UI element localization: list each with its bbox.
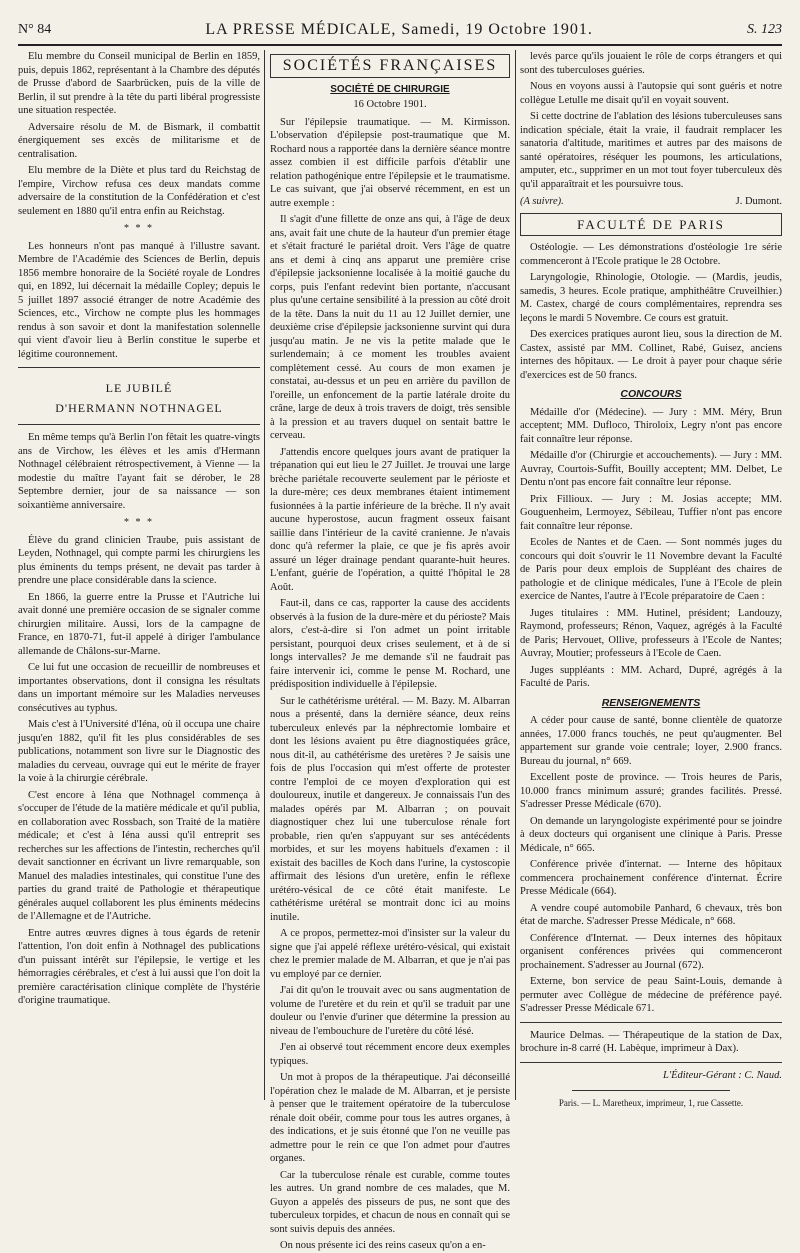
classified-ad: Conférence d'Internat. — Deux internes des hôpitaux organisent conférences privées qui commenceront prochainement. S'adresser au Journal (672). [520, 932, 782, 971]
paragraph: Elu membre de la Diète et plus tard du Reichstag de l'empire, Virchow refusa ces deux mandats comme adversaire de la constitution de la Confédération et c'est seulement en 1880 qu'il entra enfin au Reichstag. [18, 165, 260, 217]
column-1 [18, 50, 260, 1100]
paragraph: Elu membre du Conseil municipal de Berlin en 1859, puis, depuis 1862, représentant à la Chambre des députés de Prusse d'abord de Saarbrücken, puis de la ville de Berlin, il sut prendre à la tête du parti libéral progressiste une situation respectée. [18, 51, 260, 116]
paragraph: Prix Fillioux. — Jury : M. Josias accepte; MM. Gouguenheim, Lermoyez, Sébileau, Tuffier n'ont pas encore fait connaître leur réponse. [520, 493, 782, 532]
paragraph: J'en ai observé tout récemment encore deux exemples typiques. [270, 1042, 510, 1067]
paragraph: Élève du grand clinicien Traube, puis assistant de Leyden, Nothnagel, qui compte parmi les chirurgiens les plus éminents du temps présent, ne devait pas tarder à prendre une place considérable dans la science. [18, 534, 260, 586]
section-separator: * * * [124, 223, 154, 234]
article-title [18, 378, 260, 418]
paragraph: Juges titulaires : MM. Hutinel, président; Landouzy, Raymond, professeurs; Rénon, Vaquez, agrégés à la Faculté de Paris; Hervouet, Ollive, professeurs à l'Ecole de Nantes; Auvray, Moutier; professeurs à l'Ecole de Caen. [520, 607, 782, 659]
paragraph: C'est encore à Iéna que Nothnagel commença à s'occuper de l'étude de la matière médicale et qu'il publia, en collaboration avec Rossbach, son Traité de la matière médicale; et c'est à Iéna aussi qu'il entreprit ses recherches sur les affections de l'intestin, recherches qu'il devait sanctionner en écrivant un livre remarquable, son Manuel des maladies intestinales, qui constitue l'une des parties du grand traité de Pathologie et thérapeutique générales auquel collaborent les plus éminents médecins de l'Allemagne et de l'Autriche. [18, 789, 260, 922]
divider [520, 1062, 782, 1063]
paragraph: A ce propos, permettez-moi d'insister sur la valeur du signe que j'ai appelé réflexe urétéro-vésical, qui existait chez le premier malade de M. Albarran, et que je n'ai pas vu employé par ce dernier. [270, 928, 510, 980]
masthead-title: LA PRESSE MÉDICALE, Samedi, 19 Octobre 1901. [205, 21, 593, 38]
section-separator: * * * [124, 517, 154, 528]
paragraph: En même temps qu'à Berlin l'on fêtait les quatre-vingts ans de Virchow, les élèves et les amis d'Hermann Nothnagel célébraient rétrospectivement, à Vienne — la modestie du maître l'ayant fait se dérober, le 28 Septembre dernier, jour de sa naissance — son soixantième anniversaire. [18, 432, 260, 511]
paragraph: Laryngologie, Rhinologie, Otologie. — (Mardis, jeudis, samedis, 3 heures. Ecole pratique, amphithéâtre Cruveilhier.) M. Castex, chargé de cours complémentaires, reprendra ses leçons le mardi 5 Novembre. Ce cours est gratuit. [520, 272, 782, 324]
divider [572, 1090, 729, 1091]
paragraph: Il s'agit d'une fillette de onze ans qui, à l'âge de deux ans, avait fait une chute de la hauteur d'un premier étage et s'était fracturé le pariétal droit. Vers l'âge de quatre ans et demi à cinq ans apparut une première crise d'épilepsie jacksonienne localisée à la moitié gauche du corps, puis l'enfant redevint bien portante, n'accusant plus qu'une certaine sensibilité à la pression au côté droit de la tête. Dans la nuit du 11 au 12 Juillet dernier, une deuxième crise d'épilepsie jacksonienne survint qui dura jusqu'au matin. Je ne vis la petite malade que le surlendemain; à ce moment les troubles avaient complètement cessé. Au cours de mon examen je constatai, au-dessus et un peu en arrière du pavillon de l'oreille, un enfoncement de la partie latérale droite du crâne, large de deux à trois travers de doigt, très sensible à la pression et au travers duquel on sentait battre le cerveau. [270, 214, 510, 441]
divider [18, 424, 260, 425]
page-folio: S. 123 [746, 22, 782, 37]
section-heading: FACULTÉ DE PARIS [520, 213, 782, 237]
article-subtitle: D'HERMANN NOTHNAGEL [55, 401, 223, 415]
paragraph: J'ai dit qu'on le trouvait avec ou sans augmentation de volume de l'uretère et du rein et qu'il se traduit par une douleur ou l'envie d'uriner que détermine la pression au niveau de l'embouchure de l'uretère du côté lésé. [270, 985, 510, 1037]
paragraph: Ce lui fut une occasion de recueillir de nombreuses et importantes observations, dont il consigna les résultats dans un important mémoire sur les Maladies nerveuses consécutives au typhus. [18, 662, 260, 714]
paragraph: Ostéologie. — Les démonstrations d'ostéologie 1re série commenceront à l'Ecole pratique le 28 Octobre. [520, 242, 782, 267]
paragraph: J'attendis encore quelques jours avant de pratiquer la trépanation qui eut lieu le 27 Juillet. Je trouvai une large brèche pariétale recouverte seulement par le périoste et la dure-mère; ces deux membranes étaient intimement fusionnées à la partie inférieure de la brèche. Il n'y avait aucune hyperostose, aucun fragment osseux faisant saillie dans l'intérieur de la cavité cranienne. Je n'avais donc qu'à refermer la plaie, ce que je fis après avoir assuré un léger drainage pendant quarante-huit heures. L'enfant, guérie de l'opération, a quitté l'hôpital le 28 Août. [270, 446, 510, 593]
paragraph: Faut-il, dans ce cas, rapporter la cause des accidents observés à la fusion de la dure-mère et du périoste? Mais alors, c'est-à-dire si l'on admet un point irritable persistant, pourquoi deux crises seulement, et à de si longs intervalles? Je me demande s'il ne faudrait pas faire intervenir ici, comme le pense M. Rochard, une prédisposition individuelle à l'épilepsie. [270, 598, 510, 690]
author-signature: J. Dumont. [735, 196, 782, 207]
column-divider [264, 50, 265, 1100]
paragraph: levés parce qu'ils jouaient le rôle de corps étrangers et qui sont des tuberculoses guéries. [520, 51, 782, 76]
section-heading: CONCOURS [620, 388, 682, 400]
page-header [18, 18, 782, 42]
to-be-continued: (A suivre). [520, 196, 564, 207]
society-name: SOCIÉTÉ DE CHIRURGIE [330, 83, 450, 95]
paragraph: Mais c'est à l'Université d'Iéna, où il occupa une chaire jusqu'en 1882, qu'il fit les plus considérables de ses publications, notamment son livre sur le Diagnostic des maladies du cerveau, ouvrage qui eut le mérite de frayer la voie à la chirurgie cérébrale. [18, 719, 260, 784]
paragraph: Des exercices pratiques auront lieu, sous la direction de M. Castex, assisté par MM. Collinet, Rabé, Guisez, anciens internes des hôpitaux. — Le droit à payer pour chaque série d'exercices est de 50 francs. [520, 329, 782, 381]
article-signoff [520, 195, 782, 209]
paragraph: Un mot à propos de la thérapeutique. J'ai déconseillé l'opération chez le malade de M. Albarran, et je persiste à penser que le traitement opératoire de la tuberculose rénale doit obéir, comme pour tous les autres organes, à des indications, et je suis étonné que l'on ne veuille pas admettre pour le rein ce que l'on admet pour d'autres organes. [270, 1072, 510, 1164]
paragraph: Sur le cathétérisme urétéral. — M. Bazy. M. Albarran nous a présenté, dans la dernière séance, deux reins tuberculeux enlevés par la néphrectomie lombaire et dont les lésions avaient pu être diagnostiquées grâce, nous dit-il, au cathétérisme des uretères ? Je saisis une fois de plus l'occasion qui m'est offerte de protester contre l'emploi de ce moyen d'exploration qui est douloureux, inutile et dangereux. Je connaissais l'un des malades opérés par M. Albarran ; on pouvait diagnostiquer chez lui une tuberculose rénale fort probable, rien qu'en s'appuyant sur ses antécédents morbides, et sur les moyens habituels d'examen : il existait des bacilles de Koch dans l'urine, la cystoscopie affirmait des lésions d'un uretère, enfin le réflexe urétéro-vésical de ce côté était manifeste. Le cathétérisme urétéral se montrait donc ici au moins inutile. [270, 695, 510, 923]
column-divider [515, 50, 516, 1100]
section-heading: RENSEIGNEMENTS [601, 696, 701, 709]
paragraph: Si cette doctrine de l'ablation des lésions tuberculeuses sans indication spéciale, était la vraie, il faudrait remplacer les sanatoria d'altitude, maritimes et autres par des maisons de santé opératoires, réséquer les poumons, les articulations, amputer, etc., supprimer en un mot tout foyer tuberculeux dès qu'il apparaîtrait et les poursuivre tous. [520, 111, 782, 190]
session-date: 16 Octobre 1901. [353, 99, 427, 110]
paragraph: Juges suppléants : MM. Achard, Dupré, agrégés à la Faculté de Paris. [520, 664, 782, 689]
header-rule [18, 44, 782, 46]
printer-imprint: Paris. — L. Maretheux, imprimeur, 1, rue Cassette. [558, 1098, 744, 1108]
publisher-line: L'Éditeur-Gérant : C. Naud. [663, 1069, 782, 1081]
classified-ad: Conférence privée d'internat. — Interne des hôpitaux commencera prochainement conférence d'internat. Écrire Presse Médicale (664). [520, 859, 782, 897]
classified-ad: Externe, bon service de peau Saint-Louis, demande à permuter avec Collègue de médecine de préférence payé. S'adresser Presse Médicale 671. [520, 976, 782, 1014]
classified-ad: On demande un laryngologiste expérimenté pour se joindre à deux docteurs qui organisent une clinique à Paris. Presse Médicale, n° 665. [520, 815, 782, 854]
classified-ad: A céder pour cause de santé, bonne clientèle de quatorze années, 17.000 francs touchés, ne peut qu'augmenter. Bel appartement sur grande voie centrale; loyer, 2.900 francs. Bureau du journal, n° 669. [520, 715, 782, 767]
paragraph: Nous en voyons aussi à l'autopsie qui sont guéris et notre collègue Letulle me disait qu'il en voyait souvent. [520, 81, 782, 106]
classified-ad: Excellent poste de province. — Trois heures de Paris, 10.000 francs minimum assuré; grandes facilités. Pressé. S'adresser Presse Médicale (670). [520, 772, 782, 810]
paragraph: On nous présente ici des reins caseux qu'on a en- [280, 1240, 486, 1251]
paragraph: Les honneurs n'ont pas manqué à l'illustre savant. Membre de l'Académie des Sciences de Berlin, depuis 1856 membre honoraire de la Société royale de Londres qui, en 1892, lui décernait la médaille Copley; depuis le 5 juillet 1897 associé étranger de notre Académie des Sciences, etc., Virchow ne compte plus les hommages rendus à son savoir et dont la manifestation solennelle qui vient d'avoir lieu à Berlin constitue le superbe et légitime couronnement. [18, 240, 260, 360]
article-title-line: LE JUBILÉ [105, 381, 173, 395]
paragraph: Adversaire résolu de M. de Bismark, il combattit énergiquement ses excès de militarisme et de centralisation. [18, 121, 260, 160]
paragraph: Ecoles de Nantes et de Caen. — Sont nommés juges du concours qui doit s'ouvrir le 11 Novembre devant la Faculté de Paris pour deux emplois de Suppléant des chaires de pathologie et de clinique médicales, l'une à l'Ecole de plein exercice de Nantes, l'autre à l'Ecole préparatoire de Caen : [520, 537, 782, 602]
paragraph: Sur l'épilepsie traumatique. — M. Kirmisson. L'observation d'épilepsie post-traumatique que M. Rochard nous a rapportée dans la dernière séance montre assez combien il est difficile parfois d'établir une relation pathogénique entre l'épilepsie et le traumatisme. Le cas suivant, que j'ai observé récemment, en est un autre exemple : [270, 116, 510, 209]
issue-number: N° 84 [18, 22, 52, 37]
paragraph: Médaille d'or (Médecine). — Jury : MM. Méry, Brun acceptent; MM. Dufloco, Thiroloix, Legry n'ont pas encore fait connaître leur réponse. [520, 406, 782, 445]
divider [18, 367, 260, 368]
classified-ad: A vendre coupé automobile Panhard, 6 chevaux, très bon état de marche. S'adresser Presse Médicale, n° 668. [520, 902, 782, 927]
paragraph: Entre autres œuvres dignes à tous égards de retenir l'attention, l'on doit enfin à Nothnagel des publications d'un puissant intérêt sur l'épilepsie, le vertige et les hémorragies cérébrales, et c'est à lui aussi que l'on doit la première caractérisation clinique complète de l'hystérie d'origine traumatique. [18, 927, 260, 1006]
section-heading: SOCIÉTÉS FRANÇAISES [270, 54, 510, 78]
paragraph: Médaille d'or (Chirurgie et accouchements). — Jury : MM. Auvray, Courtois-Suffit, Bouilly acceptent; MM. Delbet, Le Dentu n'ont pas encore fait connaître leur réponse. [520, 450, 782, 488]
paragraph: Car la tuberculose rénale est curable, comme toutes les autres. Un grand nombre de ces malades, que M. Guyon a appelés des pisseurs de pus, ne sont que des tuberculeux torpides, et chacun de nous en connaît qui se sont suivis depuis des années. [270, 1169, 510, 1235]
book-notice: Maurice Delmas. — Thérapeutique de la station de Dax, brochure in-8 carré (H. Labèque, imprimeur à Dax). [520, 1029, 782, 1054]
paragraph: En 1866, la guerre entre la Prusse et l'Autriche lui avait donné une première occasion de se signaler comme chirurgien militaire. Aussi, lors de la campagne de France, en 1870-71, fut-il appelé à diriger l'ambulance allemande de Châlons-sur-Marne. [18, 591, 260, 657]
divider [520, 1022, 782, 1023]
column-3 [520, 50, 782, 1108]
column-2 [270, 50, 510, 1251]
